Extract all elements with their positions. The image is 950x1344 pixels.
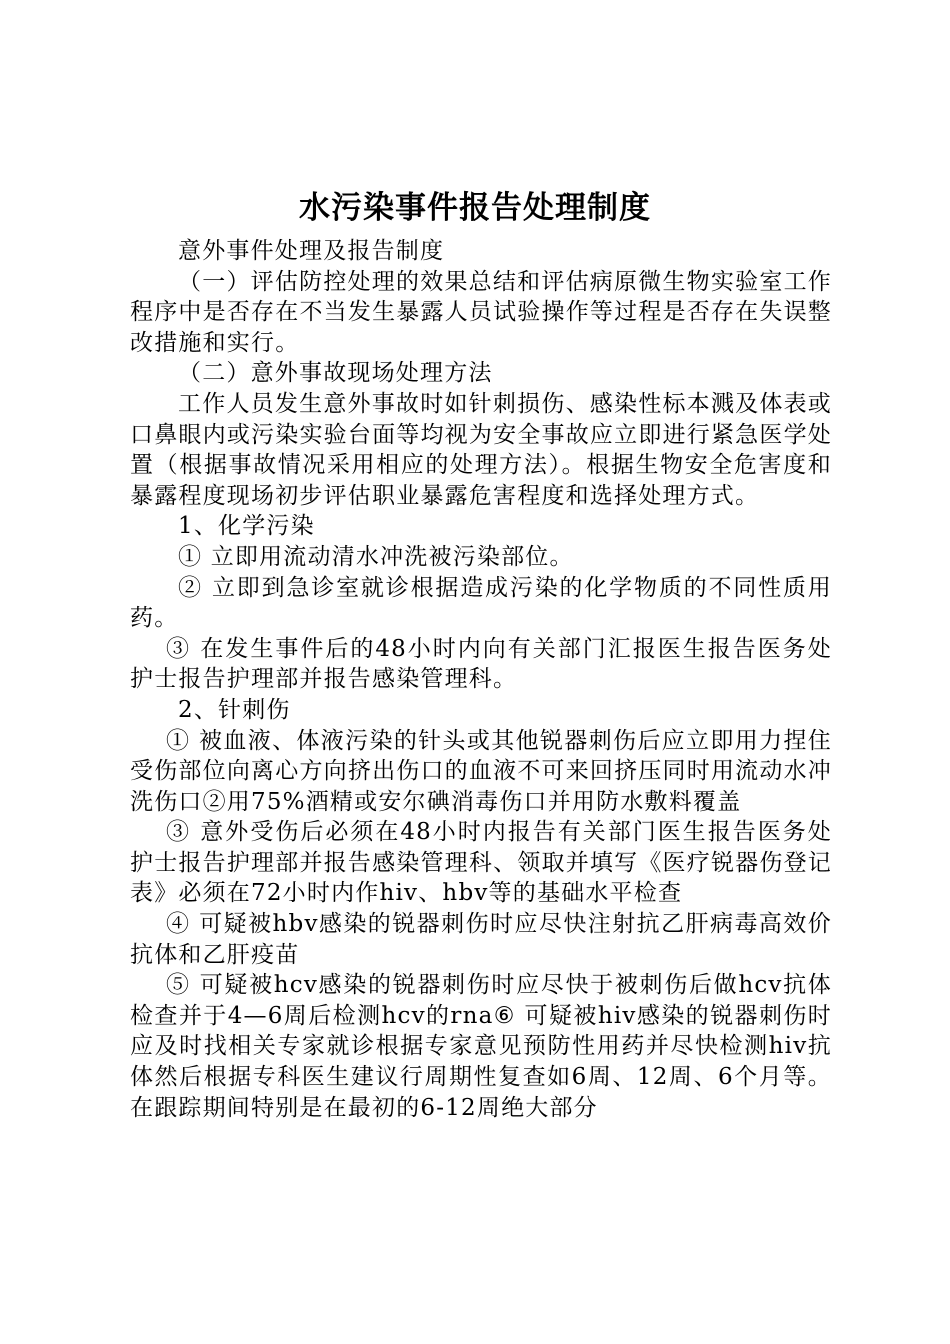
paragraph-chemical-item-2: ② 立即到急诊室就诊根据造成污染的化学物质的不同性质用药。 xyxy=(130,574,832,632)
paragraph-needle-item-3: ③ 意外受伤后必须在48小时内报告有关部门医生报告医务处护士报告护理部并报告感染管理科、领取并填写《医疗锐器伤登记表》必须在72小时内作hiv、hbv等的基础水平检查 xyxy=(130,819,832,907)
paragraph-chemical-item-3: ③ 在发生事件后的48小时内向有关部门汇报医生报告医务处护士报告护理部并报告感染管理科。 xyxy=(130,635,832,693)
paragraph-needle-item-5: ⑤ 可疑被hcv感染的锐器刺伤时应尽快于被刺伤后做hcv抗体检查并于4—6周后检测hcv的rna⑥ 可疑被hiv感染的锐器刺伤时应及时找相关专家就诊根据专家意见预防性用药并尽快检测hiv抗体然后根据专科医生建议行周期性复查如6周、12周、6个月等。在跟踪期间特别是在最初的6-12周绝大部分 xyxy=(130,972,832,1121)
document-body xyxy=(130,236,832,1123)
paragraph-chemical-heading: 1、化学污染 xyxy=(178,513,315,540)
paragraph-section-2-heading: （二）意外事故现场处理方法 xyxy=(178,360,493,387)
paragraph-needle-item-1: ① 被血液、体液污染的针头或其他锐器刺伤后应立即用力捏住受伤部位向离心方向挤出伤口的血液不可来回挤压同时用流动水冲洗伤口②用75%酒精或安尔碘消毒伤口并用防水敷料覆盖 xyxy=(130,727,832,815)
paragraph-needle-item-4: ④ 可疑被hbv感染的锐器刺伤时应尽快注射抗乙肝病毒高效价抗体和乙肝疫苗 xyxy=(130,911,832,968)
paragraph-section-1: （一）评估防控处理的效果总结和评估病原微生物实验室工作程序中是否存在不当发生暴露人员试验操作等过程是否存在失误整改措施和实行。 xyxy=(130,268,832,356)
document-title: 水污染事件报告处理制度 xyxy=(299,190,651,226)
paragraph-needle-heading: 2、针刺伤 xyxy=(178,696,291,723)
paragraph-chemical-item-1: ① 立即用流动清水冲洗被污染部位。 xyxy=(178,543,574,570)
paragraph-section-2-body: 工作人员发生意外事故时如针刺损伤、感染性标本溅及体表或口鼻眼内或污染实验台面等均视为安全事故应立即进行紧急医学处置（根据事故情况采用相应的处理方法）。根据生物安全危害度和暴露程度现场初步评估职业暴露危害程度和选择处理方式。 xyxy=(130,390,832,509)
paragraph-heading: 意外事件处理及报告制度 xyxy=(178,238,445,264)
